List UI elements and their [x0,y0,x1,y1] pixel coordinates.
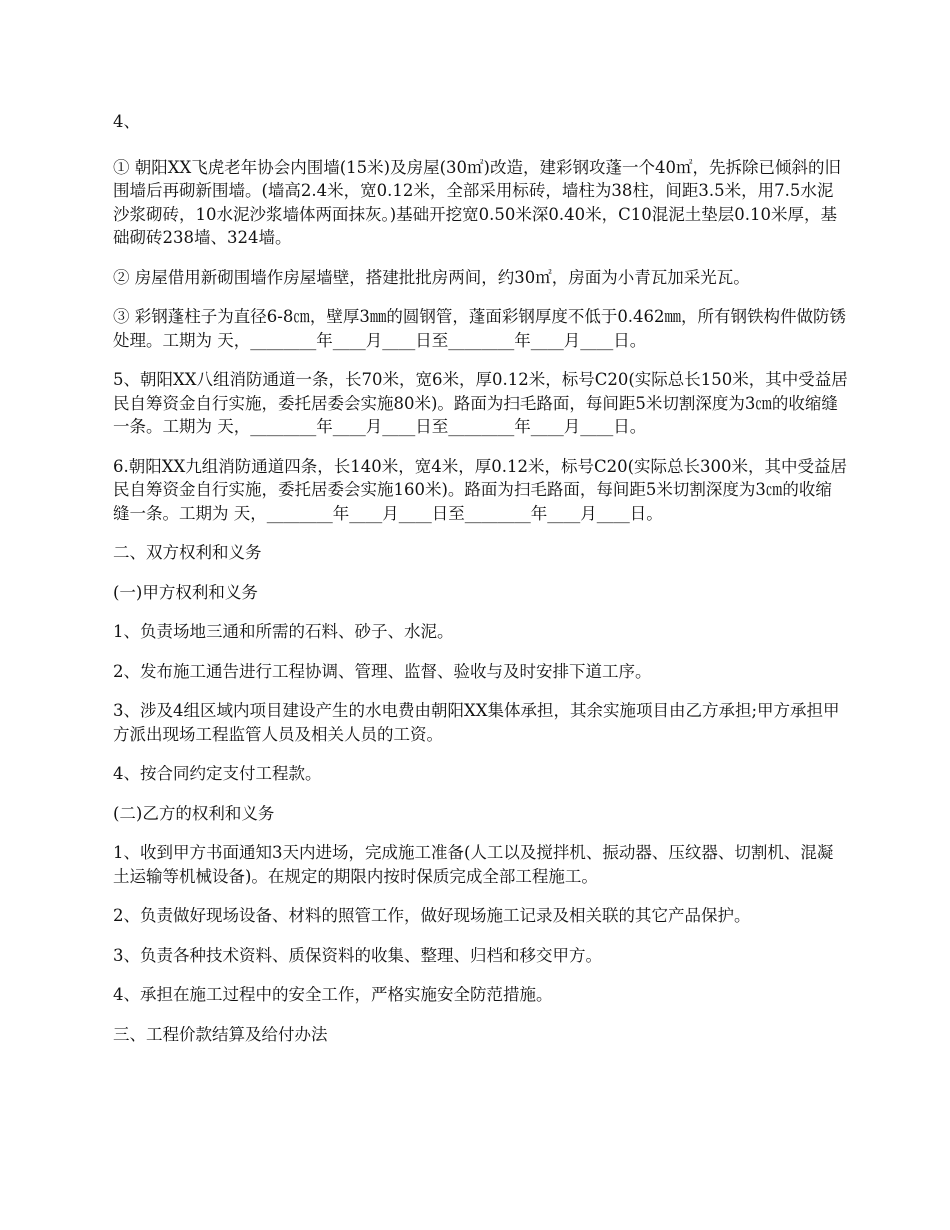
paragraph-fire-lane-group9: 6.朝阳XX九组消防通道四条，长140米，宽4米，厚0.12米，标号C20(实际总长300米，其中受益居民自筹资金自行实施，委托居委会实施160米)。路面为扫毛路面，每间距5米切割深度为3㎝的收缩缝一条。工期为 天，________年____月____日至________年____月____日。 [113,456,848,523]
subsection-heading-party-b: (二)乙方的权利和义务 [113,803,275,823]
party-a-item-3: 3、涉及4组区域内项目建设产生的水电费由朝阳XX集体承担，其余实施项目由乙方承担;甲方承担甲方派出现场工程监管人员及相关人员的工资。 [113,701,840,744]
party-b-item-2: 2、负责做好现场设备、材料的照管工作，做好现场施工记录及相关联的其它产品保护。 [113,906,751,925]
item-number-4: 4、 [113,112,140,131]
document-page [113,110,848,1062]
paragraph-wall-renovation: ① 朝阳XX飞虎老年协会内围墙(15米)及房屋(30㎡)改造，建彩钢攻蓬一个40㎡，先拆除已倾斜的旧围墙后再砌新围墙。(墙高2.4米，宽0.12米，全部采用标砖，墙柱为38柱，间距3.5米，用7.5水泥沙浆砌砖，10水泥沙浆墙体两面抹灰。)基础开挖宽0.50米深0.40米，C10混泥土垫层0.10米厚，基础砌砖238墙、324墙。 [113,157,841,247]
section-heading-payment: 三、工程价款结算及给付办法 [113,1024,328,1044]
party-a-item-2: 2、发布施工通告进行工程协调、管理、监督、验收与及时安排下道工序。 [113,661,652,681]
subsection-heading-party-a: (一)甲方权利和义务 [113,582,258,602]
paragraph-fire-lane-group8: 5、朝阳XX八组消防通道一条，长70米，宽6米，厚0.12米，标号C20(实际总长150米，其中受益居民自筹资金自行实施，委托居委会实施80米)。路面为扫毛路面，每间距5米切割深度为3㎝的收缩缝一条。工期为 天，________年____月____日至________年____月____日。 [113,370,848,436]
party-b-item-3: 3、负责各种技术资料、质保资料的收集、整理、归档和移交甲方。 [113,945,602,965]
party-a-item-4: 4、按合同约定支付工程款。 [113,764,322,783]
party-b-item-4: 4、承担在施工过程中的安全工作，严格实施安全防范措施。 [113,985,553,1004]
paragraph-steel-canopy: ③ 彩钢蓬柱子为直径6-8㎝，壁厚3㎜的圆钢管，蓬面彩钢厚度不低于0.462㎜，所有钢铁构件做防锈处理。工期为 天，________年____月____日至________年____月____日。 [113,307,847,350]
party-b-item-1: 1、收到甲方书面通知3天内进场，完成施工准备(人工以及搅拌机、振动器、压纹器、切割机、混凝土运输等机械设备)。在规定的期限内按时保质完成全部工程施工。 [113,843,834,886]
section-heading-rights-obligations: 二、双方权利和义务 [113,543,262,562]
paragraph-house-construction: ② 房屋借用新砌围墙作房屋墙壁，搭建批批房两间，约30㎡，房面为小青瓦加采光瓦。 [113,267,750,287]
party-a-item-1: 1、负责场地三通和所需的石料、砂子、水泥。 [113,622,454,641]
